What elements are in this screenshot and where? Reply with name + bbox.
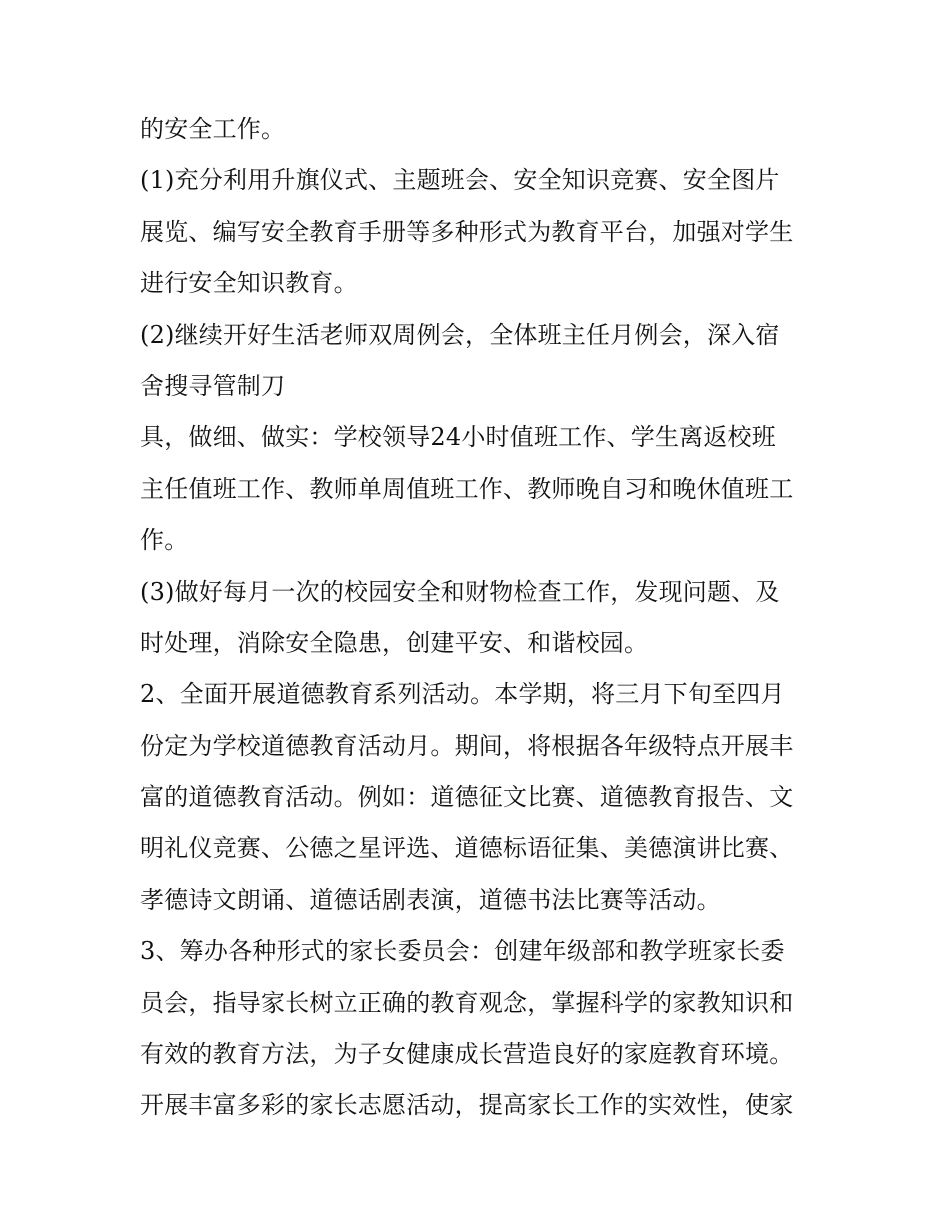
text-line: (3)做好每月一次的校园安全和财物检查工作，发现问题、及 <box>140 577 780 606</box>
text-line: 富的道德教育活动。例如：道德征文比赛、道德教育报告、文 <box>140 783 794 812</box>
text-line: 孝德诗文朗诵、道德话剧表演，道德书法比赛等活动。 <box>140 885 721 914</box>
text-line: 展览、编写安全教育手册等多种形式为教育平台，加强对学生 <box>140 217 794 246</box>
text-line: 进行安全知识教育。 <box>140 269 358 298</box>
text-line: 明礼仪竞赛、公德之星评选、道德标语征集、美德演讲比赛、 <box>140 834 794 863</box>
text-line: 具，做细、做实：学校领导24小时值班工作、学生离返校班 <box>140 423 776 452</box>
text-line: 作。 <box>140 526 189 555</box>
text-line: 员会，指导家长树立正确的教育观念，掌握科学的家教知识和 <box>140 988 794 1017</box>
text-line: 的安全工作。 <box>140 115 286 143</box>
body-text <box>140 104 820 1132</box>
text-line: 2、全面开展道德教育系列活动。本学期，将三月下旬至四月 <box>140 680 785 709</box>
text-line: 时处理，消除安全隐患，创建平安、和谐校园。 <box>140 628 649 657</box>
text-line: 开展丰富多彩的家长志愿活动，提高家长工作的实效性，使家 <box>140 1091 794 1120</box>
text-line: (1)充分利用升旗仪式、主题班会、安全知识竞赛、安全图片 <box>140 166 780 195</box>
text-line: (2)继续开好生活老师双周例会，全体班主任月例会，深入宿 <box>140 320 780 349</box>
text-line: 3、筹办各种形式的家长委员会：创建年级部和教学班家长委 <box>140 937 785 966</box>
text-line: 主任值班工作、教师单周值班工作、教师晚自习和晚休值班工 <box>140 474 794 503</box>
text-line: 有效的教育方法，为子女健康成长营造良好的家庭教育环境。 <box>140 1040 794 1069</box>
text-line: 舍搜寻管制刀 <box>140 371 286 400</box>
text-line: 份定为学校道德教育活动月。期间，将根据各年级特点开展丰 <box>140 731 794 760</box>
